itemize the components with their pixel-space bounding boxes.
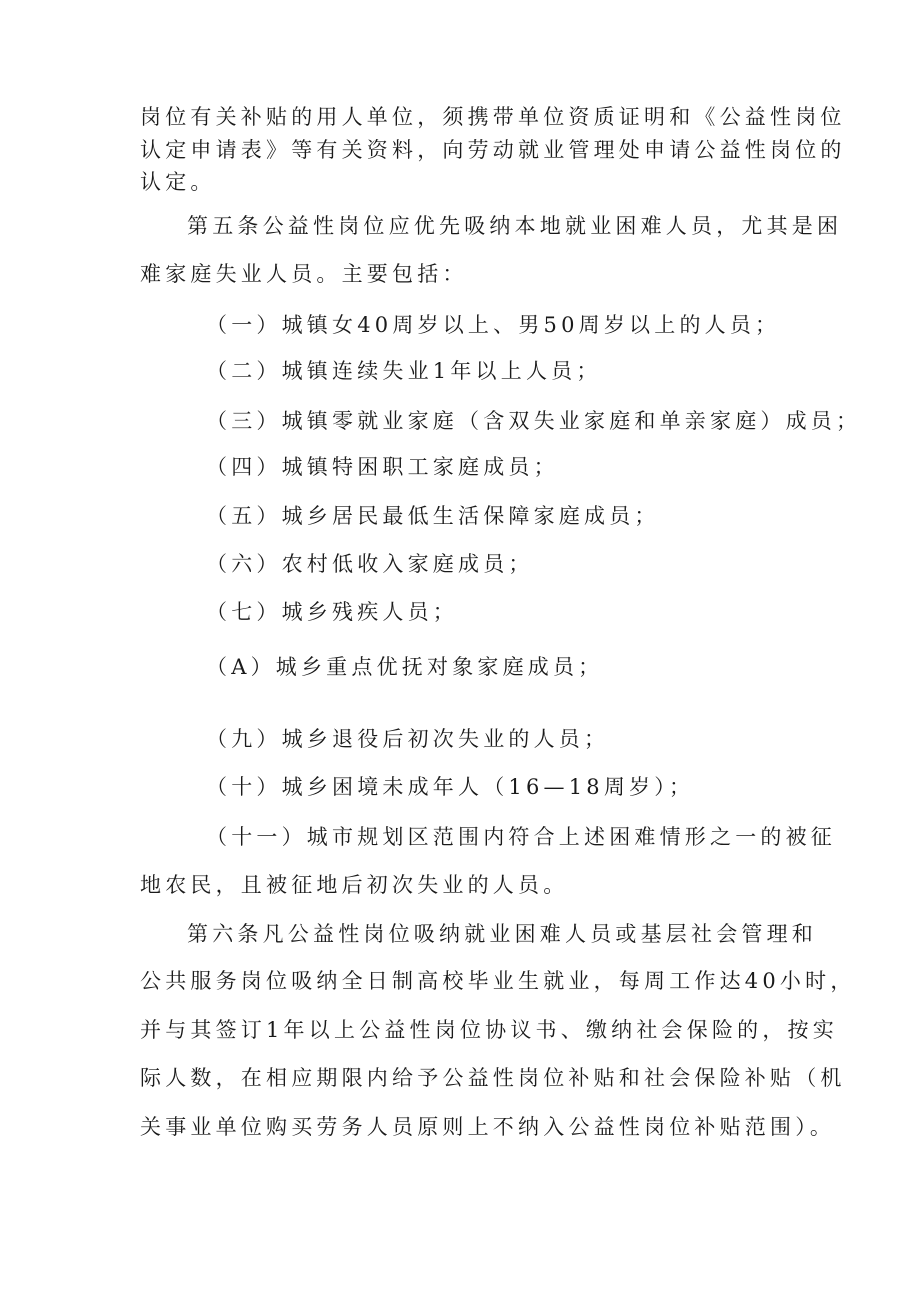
list-item: （三）城镇零就业家庭（含双失业家庭和单亲家庭）成员； [206, 409, 862, 433]
text-line: 第六条凡公益性岗位吸纳就业困难人员或基层社会管理和 [187, 922, 817, 946]
text-line: 际人数，在相应期限内给予公益性岗位补贴和社会保险补贴（机 [140, 1066, 846, 1090]
list-item: （五）城乡居民最低生活保障家庭成员； [206, 504, 660, 528]
text-line: 地农民，且被征地后初次失业的人员。 [140, 873, 569, 897]
list-item: （六）农村低收入家庭成员； [206, 552, 534, 576]
text-line: 公共服务岗位吸纳全日制高校毕业生就业，每周工作达40小时， [140, 969, 856, 993]
list-item: （A）城乡重点优抚对象家庭成员； [206, 655, 604, 679]
text-line: 并与其签订1年以上公益性岗位协议书、缴纳社会保险的，按实 [140, 1018, 838, 1042]
list-item: （十一）城市规划区范围内符合上述困难情形之一的被征 [206, 825, 836, 849]
text-line: 认定。 [140, 170, 216, 194]
list-item: （九）城乡退役后初次失业的人员； [206, 727, 610, 751]
text-line: 岗位有关补贴的用人单位，须携带单位资质证明和《公益性岗位 [140, 105, 846, 129]
list-item: （十）城乡困境未成年人（16—18周岁）； [206, 775, 695, 799]
text-line: 难家庭失业人员。主要包括： [140, 262, 468, 286]
list-item: （七）城乡残疾人员； [206, 600, 458, 624]
list-item: （二）城镇连续失业1年以上人员； [206, 359, 602, 383]
list-item: （四）城镇特困职工家庭成员； [206, 455, 559, 479]
text-line: 第五条公益性岗位应优先吸纳本地就业困难人员，尤其是困 [187, 214, 843, 238]
list-item: （一）城镇女40周岁以上、男50周岁以上的人员； [206, 313, 781, 337]
text-line: 认定申请表》等有关资料，向劳动就业管理处申请公益性岗位的 [140, 138, 846, 162]
text-line: 关事业单位购买劳务人员原则上不纳入公益性岗位补贴范围）。 [140, 1115, 836, 1139]
